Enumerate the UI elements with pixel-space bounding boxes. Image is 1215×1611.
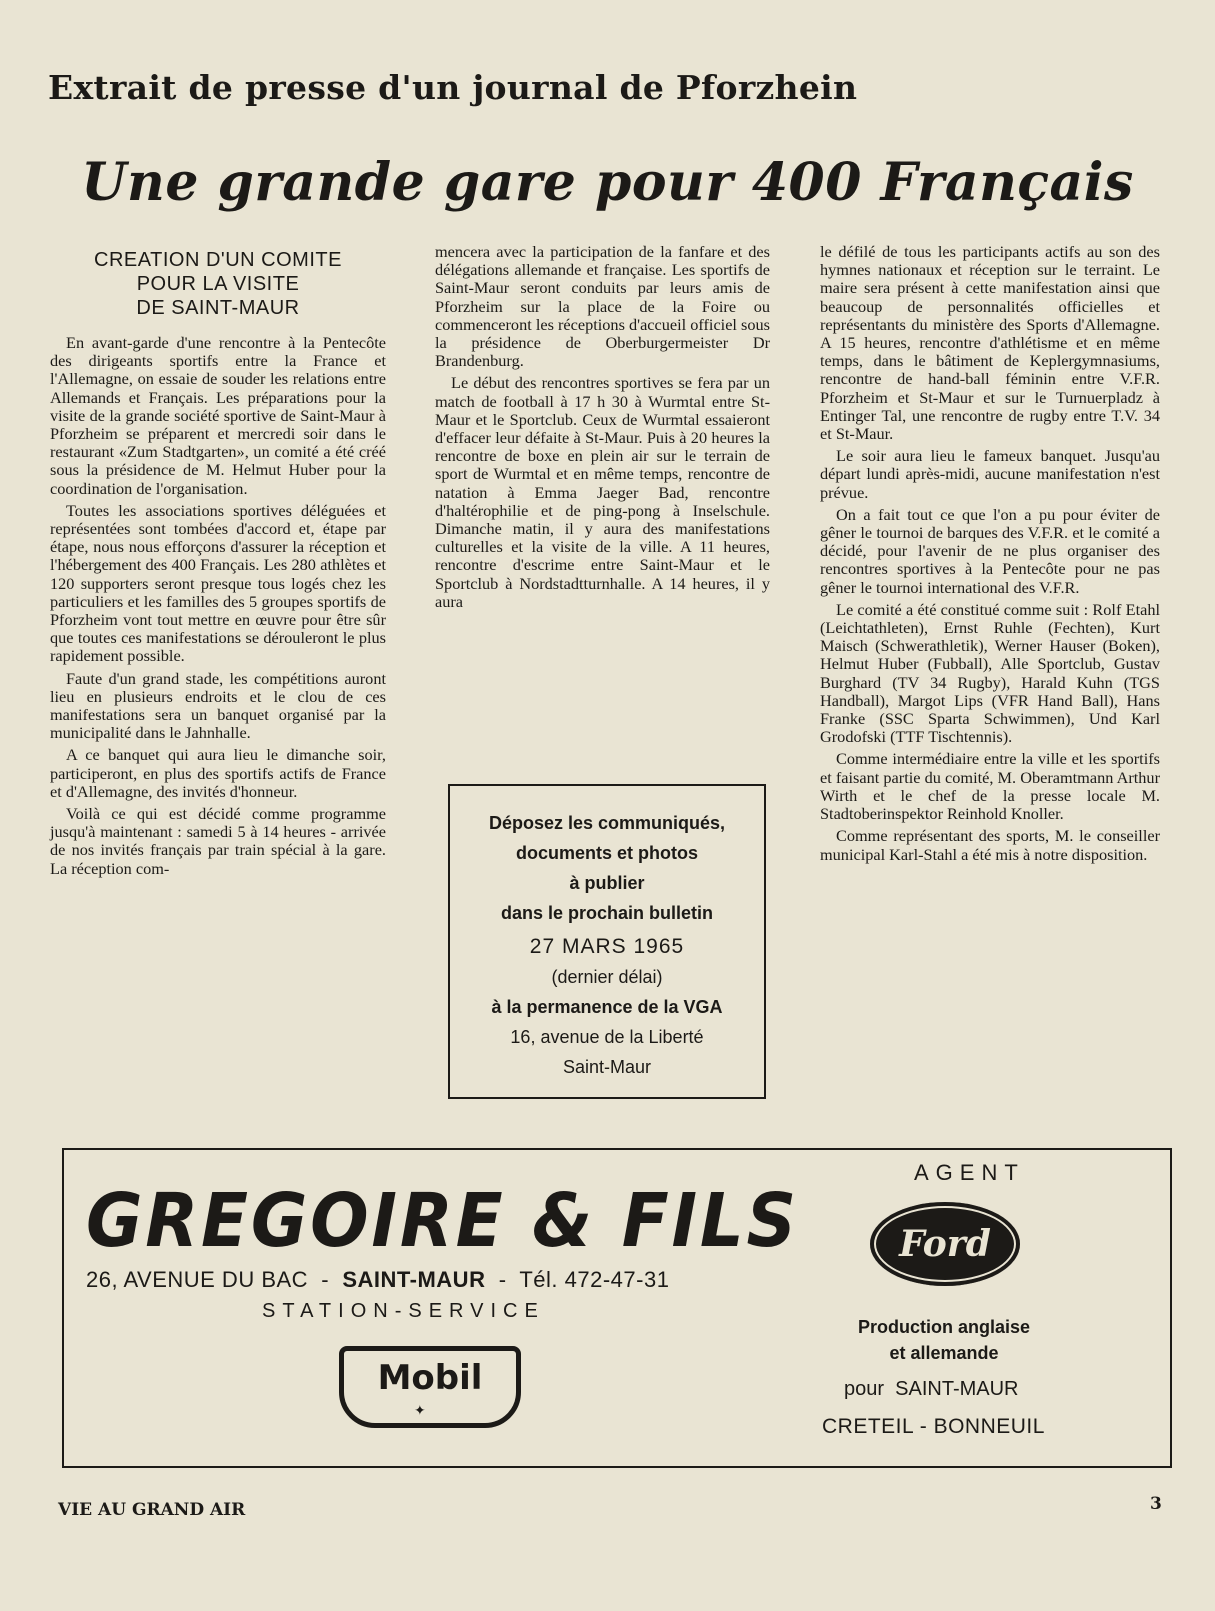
ford-logo: Ford bbox=[870, 1202, 1020, 1286]
mobil-logo: Mobil ✦ bbox=[339, 1346, 521, 1428]
article-headline: Une grande gare pour 400 Français bbox=[81, 152, 1134, 213]
paragraph: mencera avec la participation de la fanfare et des délégations allemande et française. Les sportifs de Saint-Maur seront conduits par leurs amis de Pforzheim sur la place de la Foire ou commenceront les réceptions d'accueil officiel sous la présidence de Oberburgermeister Dr Brandenburg. bbox=[435, 242, 770, 371]
paragraph: Le début des rencontres sportives se fera par un match de football à 17 h 30 à Wurmtal entre St-Maur et le Sportclub. Ceux de Wurmtal essaieront d'effacer leur défaite à St-Maur. Puis à 20 heures la rencontre de boxe en plein air sur le terrain de sport de Wurmtal et en même temps, rencontre de natation à Emma Jaeger Bad, rencontre d'haltérophilie et de ping-pong à Inselschule. Dimanche matin, il y aura des manifestations culturelles et la visite de la ville. A 11 heures, rencontre d'escrime entre Saint-Maur et le Sportclub à Nordstadtturnhalle. A 14 heures, il y aura bbox=[435, 373, 770, 611]
paragraph: En avant-garde d'une rencontre à la Pentecôte des dirigeants sportifs entre la France et l'Allemagne, on essaie de souder les relations entre Allemands et Français. Les préparations pour la visite de la grande société sportive de Saint-Maur à Pforzheim se préparent et mercredi soir dans le restaurant «Zum Stadtgarten», un comité a été créé sous la présidence de M. Helmut Huber pour la coordination de l'organisation. bbox=[50, 333, 386, 498]
paragraph: Toutes les associations sportives déléguées et représentées sont tombées d'accord et, étape par étape, nous nous efforçons d'assurer la réception et l'hébergement des 400 Français. Les 280 athlètes et 120 supporters seront presque tous logés chez les particuliers et les familles des 5 groupes sportifs de Pforzheim vont tout mettre en œuvre pour être sûr que toutes ces manifestations se dérouleront le plus rapidement possible. bbox=[50, 500, 386, 666]
article-column-3 bbox=[820, 243, 1160, 868]
ad-production: Production anglaise et allemande bbox=[857, 1317, 1031, 1363]
article-column-2 bbox=[435, 243, 770, 615]
article-subhead: CREATION D'UN COMITE POUR LA VISITE DE SAINT-MAUR bbox=[94, 249, 342, 319]
notice-deadline-date: 27 MARS 1965 bbox=[529, 935, 685, 958]
paragraph: Faute d'un grand stade, les compétitions auront lieu en plusieurs endroits et le clou de ces manifestations sera un banquet organisé par la municipalité dans le Jahnhalle. bbox=[50, 668, 386, 743]
article-column-1 bbox=[50, 243, 386, 882]
submission-notice-box: Déposez les communiqués, documents et photos à publier dans le prochain bulletin 27 MARS 1965 (dernier délai) à la permanence de la VGA 16, avenue de la Liberté Saint-Maur bbox=[448, 784, 766, 1099]
publication-title: VIE AU GRAND AIR bbox=[58, 1500, 246, 1520]
paragraph: Comme intermédiaire entre la ville et les sportifs et faisant partie du comité, M. Oberamtmann Arthur Wirth et le chef de la presse locale M. Stadtoberinspektor Reinhold Knoller. bbox=[820, 749, 1160, 824]
paragraph: Comme représentant des sports, M. le conseiller municipal Karl-Stahl a été mis à notre disposition. bbox=[820, 826, 1160, 864]
ad-towns: CRETEIL - BONNEUIL bbox=[822, 1415, 1045, 1438]
page-number: 3 bbox=[1150, 1494, 1162, 1514]
ad-agent-label: AGENT bbox=[914, 1160, 1025, 1185]
paragraph: Le soir aura lieu le fameux banquet. Jusqu'au départ lundi après-midi, aucune manifestation n'est prévue. bbox=[820, 446, 1160, 502]
article-kicker: Extrait de presse d'un journal de Pforzhein bbox=[48, 68, 858, 107]
pegasus-icon: ✦ bbox=[414, 1403, 426, 1419]
paragraph: On a fait tout ce que l'on a pu pour éviter de gêner le tournoi de barques des V.F.R. et le comité a décidé, pour l'avenir de ne plus organiser des rencontres sportives à la Pentecôte pour ne pas gêner le tournoi international des V.F.R. bbox=[820, 504, 1160, 597]
ad-business-name: GREGOIRE & FILS bbox=[86, 1178, 799, 1264]
paragraph: Voilà ce qui est décidé comme programme jusqu'à maintenant : samedi 5 à 14 heures - arrivée de nos invités français par train spécial à la gare. La réception com- bbox=[50, 804, 386, 878]
paragraph: Le comité a été constitué comme suit : Rolf Etahl (Leichtathleten), Ernst Ruhle (Fechten), Kurt Maisch (Schwerathletik), Werner Hauser (Boken), Helmut Huber (Fubball), Alle Sportclub, Gustav Burghard (TV 34 Rugby), Harald Kuhn (TGS Handball), Margot Lips (VFR Hand Ball), Hans Franke (SSC Sparta Schwimmen), Und Karl Grodofski (TTF Tischtennis). bbox=[820, 599, 1160, 747]
ad-pour-city: pour SAINT-MAUR bbox=[844, 1378, 1019, 1400]
paragraph: A ce banquet qui aura lieu le dimanche soir, participeront, en plus des sportifs actifs de France et d'Allemagne, des invités d'honneur. bbox=[50, 745, 386, 801]
ad-station-label: STATION-SERVICE bbox=[262, 1300, 545, 1322]
ad-address: 26, AVENUE DU BAC - SAINT-MAUR - Tél. 472-47-31 bbox=[86, 1267, 670, 1292]
advertisement bbox=[62, 1148, 1172, 1468]
paragraph: le défilé de tous les participants actifs au son des hymnes nationaux et réception sur le terraint. Le maire sera présent à cette manifestation ainsi que beaucoup de personnalités officielles et représentants du ministère des Sports d'Allemagne. A 15 heures, rencontre d'athlétisme et en même temps, dans le bâtiment de Keplergymnasiums, rencontre de hand-ball féminin entre V.F.R. Pforzheim et St-Maur et sur le Turnuerpladz à Entinger Tal, une rencontre de rugby entre T.V. 34 et St-Maur. bbox=[820, 242, 1160, 444]
